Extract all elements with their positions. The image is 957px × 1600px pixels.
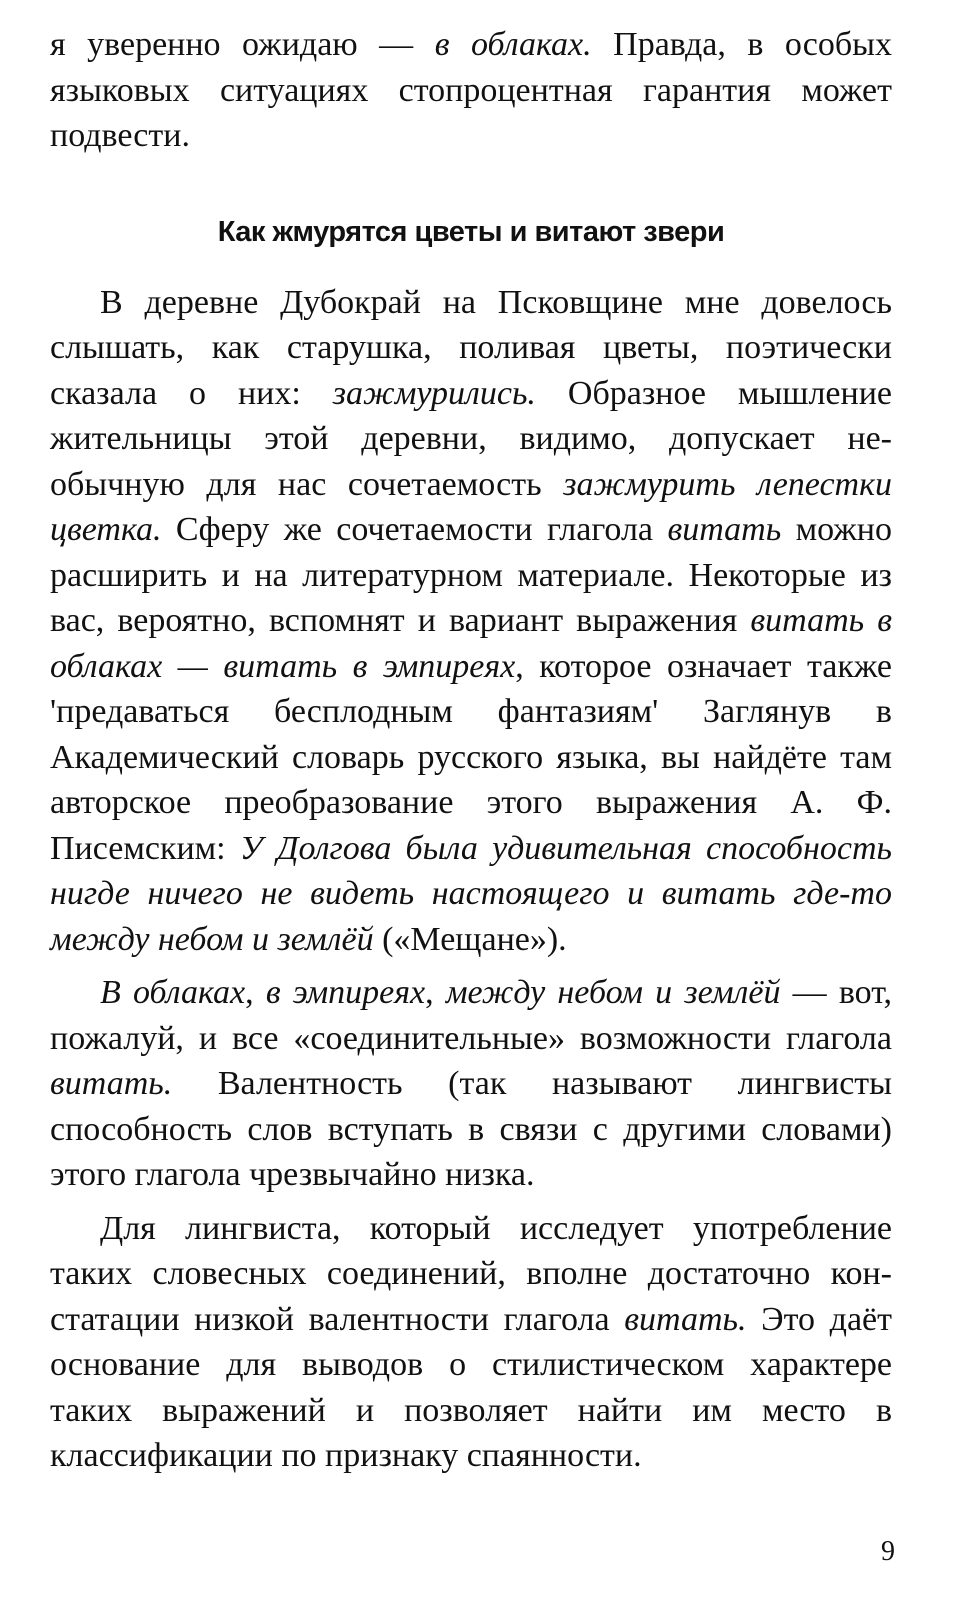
section-heading: Как жмурятся цветы и витают звери (217, 215, 725, 248)
paragraph-1 (50, 280, 892, 963)
text-run: можно расширить и на литературном материале. Некоторые из вас, вероятно, вспомнят и вариант выражения (50, 511, 892, 639)
text-run: Образное мышление жительницы этой деревни, видимо, допускает необычную для нас сочетаемость (50, 374, 893, 503)
italic-run: в эмпиреях (265, 974, 426, 1011)
text-run: Правда, в особых языковых ситуациях стопроцентная гарантия может подвести. (50, 26, 893, 154)
text-run: В деревне Дубокрай на Псковщине мне довелось слышать, как старушка, поливая цветы, поэтически сказала о них: (50, 283, 892, 412)
text-run: («Мещане»). (373, 920, 567, 958)
text-run: Это даёт основание для выводов о стилистическом характере таких выражений и позволяет найти им место в классификации по признаку спаянности. (50, 1300, 892, 1474)
italic-run: в облаках. (434, 26, 592, 63)
paragraph-2 (50, 970, 892, 1198)
text-run: я уверенно ожидаю — (50, 26, 435, 63)
italic-run: зажмурить лепестки цветка. (50, 465, 892, 548)
italic-run: витать в облаках — витать в эмпиреях (50, 602, 892, 685)
text-run: , (425, 974, 446, 1011)
text-run: , которое означает также 'предаваться бесплодным фантазиям' Заглянув в Академический словарь русского языка, вы найдёте там авторское преобразование этого выражения А. Ф. Писемским: (50, 647, 892, 867)
italic-run: витать (667, 511, 782, 548)
text-run: Валентность (так называют лингвисты способность слов вступать в связи с другими словами) этого глагола чрезвычайно низка. (50, 1065, 892, 1193)
text-run: Сферу же сочетаемости глагола (161, 511, 668, 548)
italic-run: витать. (624, 1300, 747, 1338)
page-content (50, 22, 892, 1479)
italic-run: В облаках (100, 974, 246, 1011)
italic-run: У Долгова была удивительная способность нигде ничего не видеть настоящего и витать где-то между небом и землёй (50, 829, 892, 958)
opening-paragraph (50, 22, 892, 159)
italic-run: между небом и землёй (445, 974, 781, 1011)
text-run: , (245, 974, 266, 1011)
text-run: — вот, пожалуй, и все «соединительные» возможности глагола (50, 974, 893, 1057)
paragraph-3 (50, 1206, 892, 1479)
page-number: 9 (881, 1536, 895, 1567)
text-run: Для лингвиста, который исследует употребление таких словесных соединений, вполне достаточно констатации низкой валентности глагола (50, 1209, 892, 1338)
italic-run: зажмурились. (332, 374, 536, 412)
italic-run: витать. (50, 1065, 173, 1102)
